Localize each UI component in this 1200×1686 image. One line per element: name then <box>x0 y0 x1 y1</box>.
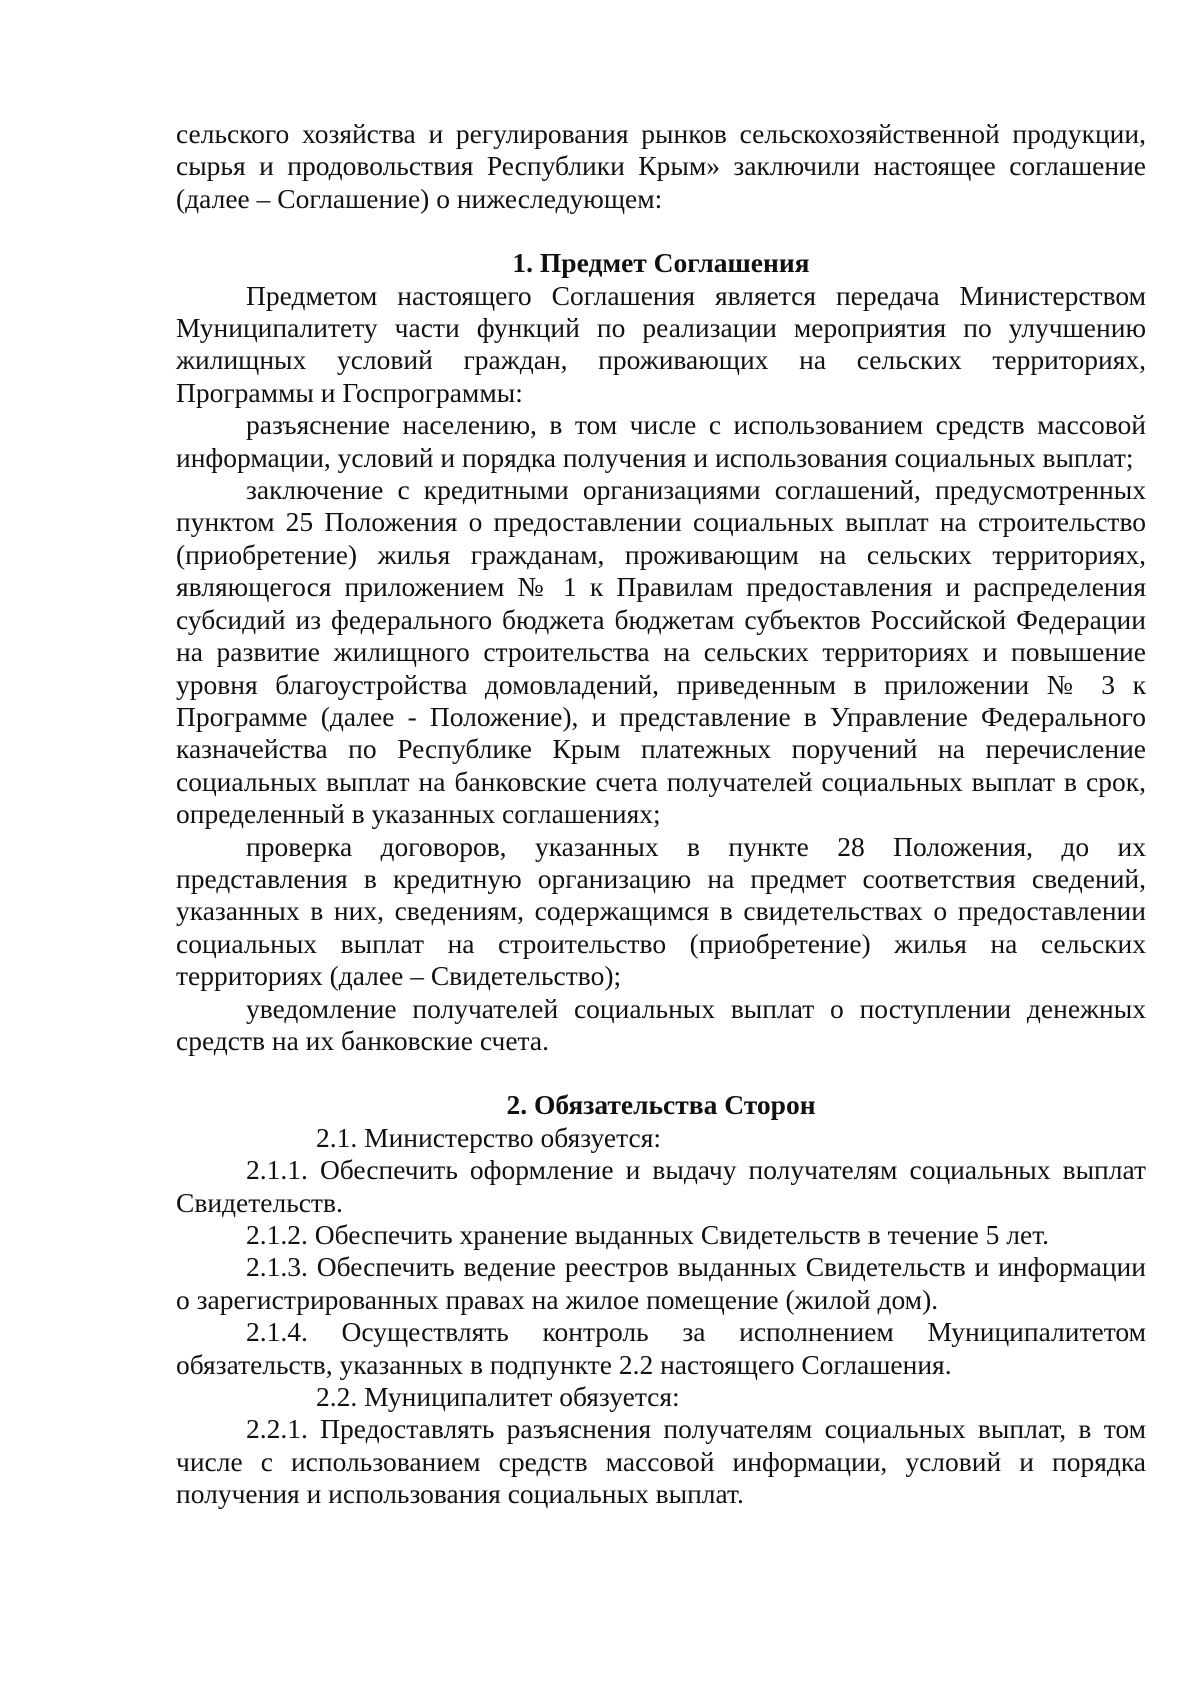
clause-number: 2.2. <box>316 1381 358 1413</box>
section-1-paragraph: проверка договоров, указанных в пункте 28 Положения, до их представления в кредитную организацию на предмет соответствия сведений, указанных в них, сведениям, содержащимся в свидетельствах о предоставлении социальных выплат на строительство (приобретение) жилья на сельских территориях (далее – Свидетельство); <box>176 830 1146 992</box>
clause-2-1 <box>176 1122 1146 1154</box>
clause-number: 2.1.2. <box>246 1219 308 1250</box>
clause-2-1-1 <box>176 1154 1146 1219</box>
clause-number: 2.1.1. <box>246 1154 308 1186</box>
section-1-paragraph: уведомление получателей социальных выплат о поступлении денежных средств на их банковские счета. <box>176 992 1146 1056</box>
clause-2-1-4 <box>176 1316 1146 1381</box>
clause-2-1-2 <box>176 1219 1146 1251</box>
section-1-paragraph: Предметом настоящего Соглашения является передача Министерством Муниципалитету части функций по реализации мероприятия по улучшению жилищных условий граждан, проживающих на сельских территориях, Программы и Госпрограммы: <box>176 279 1146 408</box>
clause-text: Министерство обязуется: <box>364 1121 661 1153</box>
clause-text: Муниципалитет обязуется: <box>364 1381 680 1413</box>
clause-text: Обеспечить ведение реестров выданных Свидетельств и информации о зарегистрированных правах на жилое помещение (жилой дом). <box>176 1251 1146 1315</box>
clause-text: Осуществлять контроль за исполнением Муниципалитетом обязательств, указанных в подпункте 2.2 настоящего Соглашения. <box>176 1316 1146 1380</box>
clause-2-1-3 <box>176 1251 1146 1316</box>
clause-number: 2.1.3. <box>246 1251 308 1283</box>
intro-paragraph: сельского хозяйства и регулирования рынков сельскохозяйственной продукции, сырья и продовольствия Республики Крым» заключили настоящее соглашение (далее – Соглашение) о нижеследующем: <box>176 118 1146 214</box>
clause-number: 2.1. <box>316 1121 358 1153</box>
clause-number: 2.2.1. <box>246 1413 308 1445</box>
clause-2-2-1 <box>176 1413 1146 1510</box>
section-1-paragraph: разъяснение населению, в том числе с использованием средств массовой информации, условий и порядка получения и использования социальных выплат; <box>176 409 1146 473</box>
document-body <box>176 118 1146 1511</box>
clause-text: Обеспечить хранение выданных Свидетельств в течение 5 лет. <box>314 1219 1050 1250</box>
section-2-heading: 2. Обязательства Сторон <box>506 1089 816 1121</box>
clause-text: Обеспечить оформление и выдачу получателям социальных выплат Свидетельств. <box>176 1154 1146 1218</box>
section-1-heading: 1. Предмет Соглашения <box>512 247 810 279</box>
clause-text: Предоставлять разъяснения получателям социальных выплат, в том числе с использованием средств массовой информации, условий и порядка получения и использования социальных выплат. <box>176 1413 1147 1510</box>
clause-number: 2.1.4. <box>246 1316 308 1348</box>
section-1-paragraph: заключение с кредитными организациями соглашений, предусмотренных пунктом 25 Положения о предоставлении социальных выплат на строительство (приобретение) жилья гражданам, проживающим на сельских территориях, являющегося приложением № 1 к Правилам предоставления и распределения субсидий из федерального бюджета бюджетам субъектов Российской Федерации на развитие жилищного строительства на сельских территориях и повышение уровня благоустройства домовладений, приведенным в приложении № 3 к Программе (далее - Положение), и представление в Управление Федерального казначейства по Республике Крым платежных поручений на перечисление социальных выплат на банковские счета получателей социальных выплат в срок, определенный в указанных соглашениях; <box>176 474 1146 830</box>
clause-2-2 <box>176 1381 1146 1413</box>
